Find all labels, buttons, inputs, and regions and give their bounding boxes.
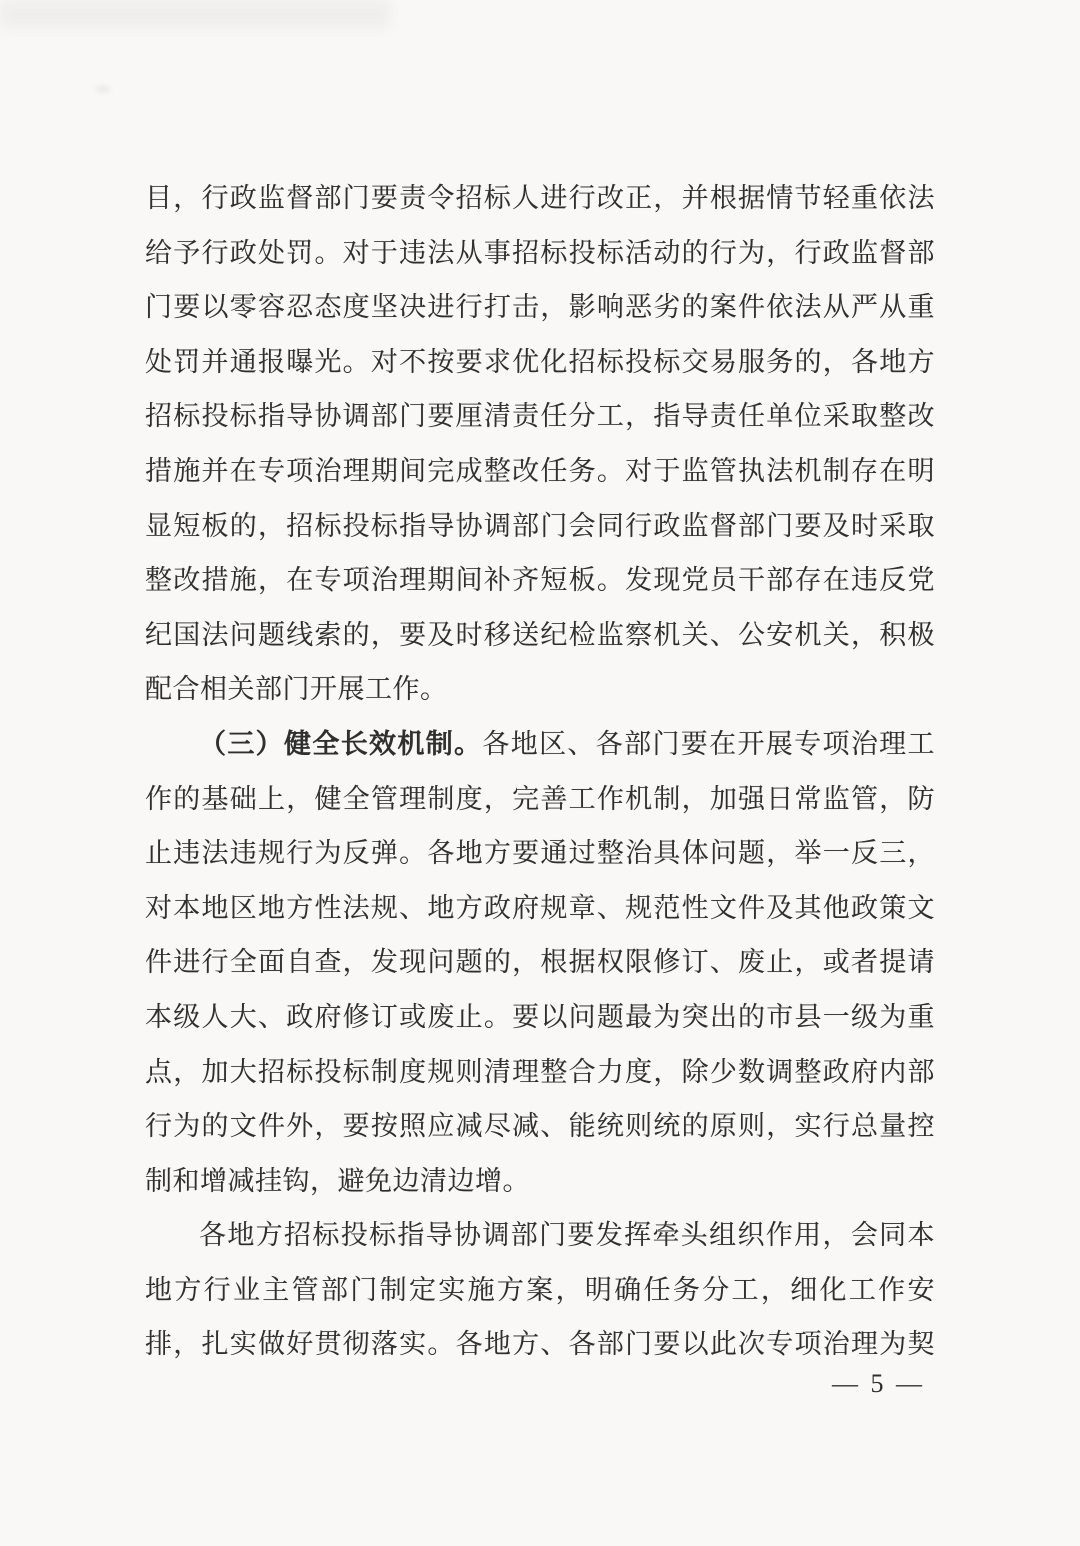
text-line: 止违法违规行为反弹。各地方要通过整治具体问题，举一反三，	[145, 838, 935, 869]
text-line: 配合相关部门开展工作。	[145, 674, 448, 705]
text-line: 点，加大招标投标制度规则清理整合力度，除少数调整政府内部	[145, 1056, 935, 1087]
text-line: 对本地区地方性法规、地方政府规章、规范性文件及其他政策文	[145, 892, 935, 923]
text-line: 措施并在专项治理期间完成整改任务。对于监管执法机制存在明	[145, 455, 935, 486]
document-body	[145, 171, 935, 1372]
text-line: （三）健全长效机制。各地区、各部门要在开展专项治理工	[199, 728, 936, 759]
text-line: 门要以零容忍态度坚决进行打击，影响恶劣的案件依法从严从重	[145, 292, 935, 323]
text-line: 纪国法问题线索的，要及时移送纪检监察机关、公安机关，积极	[145, 619, 935, 650]
text-line: 作的基础上，健全管理制度，完善工作机制，加强日常监管，防	[145, 783, 935, 814]
text-line: 地方行业主管部门制定实施方案，明确任务分工，细化工作安	[145, 1274, 935, 1305]
page-footer	[832, 1366, 925, 1402]
text-line: 制和增减挂钩，避免边清边增。	[145, 1165, 530, 1196]
text-line: 各地方招标投标指导协调部门要发挥牵头组织作用，会同本	[199, 1220, 935, 1251]
text-line: 招标投标指导协调部门要厘清责任分工，指导责任单位采取整改	[145, 401, 935, 432]
text-line: 处罚并通报曝光。对不按要求优化招标投标交易服务的，各地方	[145, 346, 935, 377]
text-line: 排，扎实做好贯彻落实。各地方、各部门要以此次专项治理为契	[145, 1329, 935, 1360]
text-line: 给予行政处罚。对于违法从事招标投标活动的行为，行政监督部	[145, 237, 935, 268]
page-number: — 5 —	[832, 1369, 925, 1398]
section-heading: （三）健全长效机制。	[199, 728, 483, 759]
text-line: 本级人大、政府修订或废止。要以问题最为突出的市县一级为重	[145, 1001, 935, 1032]
text-line: 整改措施，在专项治理期间补齐短板。发现党员干部存在违反党	[145, 565, 935, 596]
scan-artifact-top	[0, 0, 390, 28]
text-line: 件进行全面自查，发现问题的，根据权限修订、废止，或者提请	[145, 947, 935, 978]
text-line: 目，行政监督部门要责令招标人进行改正，并根据情节轻重依法	[145, 183, 935, 213]
text-line: 行为的文件外，要按照应减尽减、能统则统的原则，实行总量控	[145, 1111, 935, 1142]
scan-artifact-dot	[96, 86, 110, 92]
text-line: 显短板的，招标投标指导协调部门会同行政监督部门要及时采取	[145, 510, 935, 541]
